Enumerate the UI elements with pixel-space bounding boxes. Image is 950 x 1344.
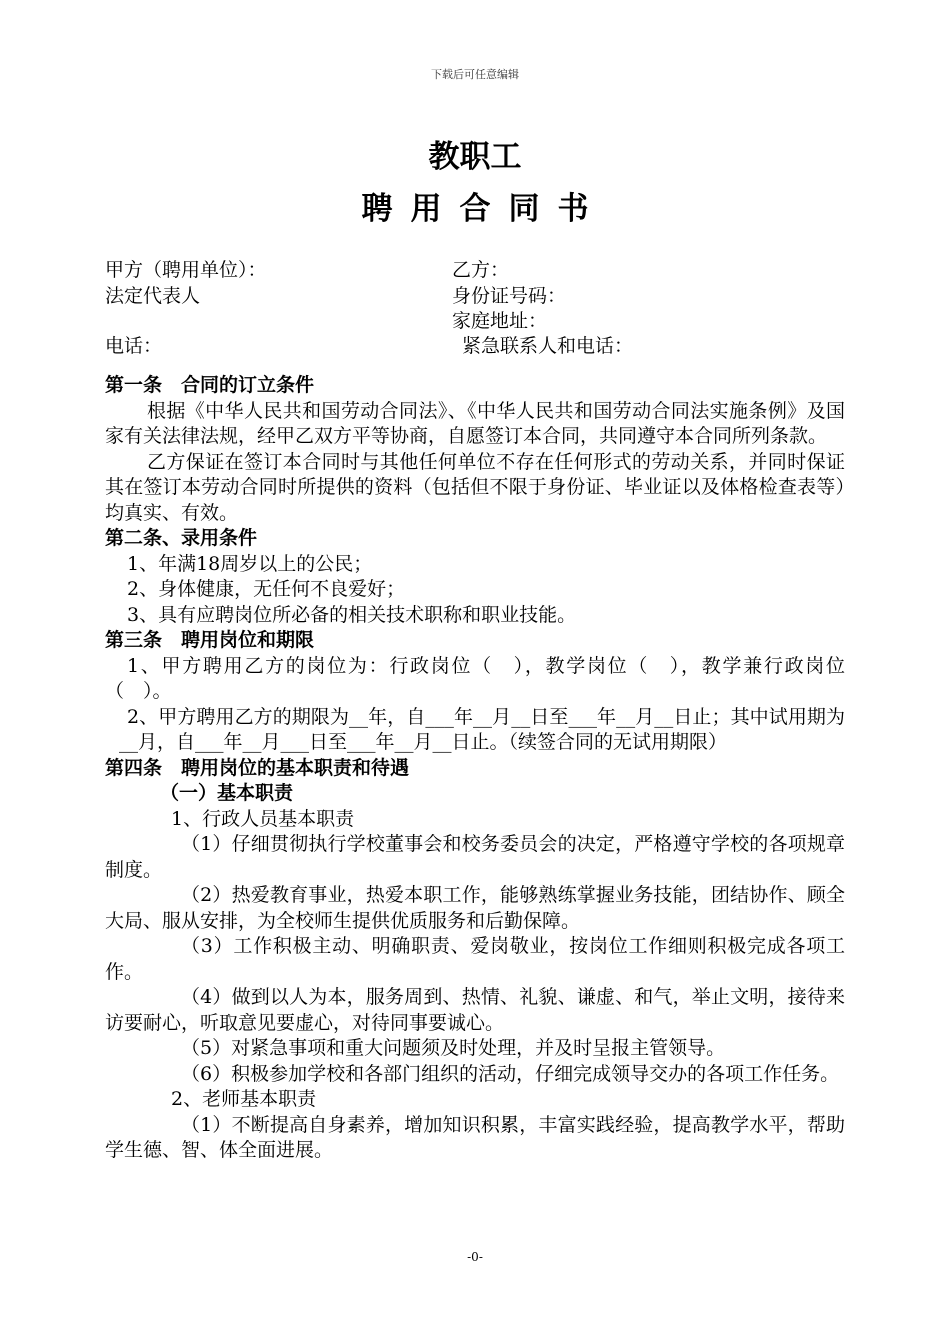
article-2-item-1: 1、年满18周岁以上的公民； [127,552,373,575]
article-4-admin-heading: 1、行政人员基本职责 [171,807,355,830]
article-4-admin-duty-3: （3）工作积极主动、明确职责、爱岗敬业，按岗位工作细则积极完成各项工作。 [105,935,845,983]
header-note: 下载后可任意编辑 [431,68,519,81]
article-3-title: 第三条 聘用岗位和期限 [105,629,315,651]
article-4-title: 第四条 聘用岗位的基本职责和待遇 [105,756,410,779]
phone-label: 电话： [105,335,163,357]
article-2-item-2: 2、身体健康，无任何不良爱好； [127,578,406,600]
article-2-item-3: 3、具有应聘岗位所必备的相关技术职称和职业技能。 [127,603,577,626]
article-4-admin-duty-5: （5）对紧急事项和重大问题须及时处理，并及时呈报主管领导。 [181,1037,726,1059]
article-1-para-1: 根据《中华人民共和国劳动合同法》、《中华人民共和国劳动合同法实施条例》及国家有关法律法规，经甲乙双方平等协商，自愿签订本合同，共同遵守本合同所列条款。 [105,399,845,447]
legal-rep-label: 法定代表人 [105,285,201,307]
contract-body [105,373,845,1164]
article-4-admin-duty-2: （2）热爱教育事业，热爱本职工作，能够熟练掌握业务技能，团结协作、顾全大局、服从安排，为全校师生提供优质服务和后勤保障。 [105,884,845,932]
title-line-2: 聘用合同书 [361,191,607,227]
emergency-contact-label: 紧急联系人和电话： [462,335,634,357]
title-line-1: 教职工 [428,139,522,175]
id-number-label: 身份证号码： [452,285,567,307]
article-4-teacher-heading: 2、老师基本职责 [171,1088,317,1110]
article-2-title: 第二条、录用条件 [105,527,258,549]
article-4-admin-duty-1: （1）仔细贯彻执行学校董事会和校务委员会的决定，严格遵守学校的各项规章制度。 [105,833,845,881]
page-number: -0- [467,1250,483,1264]
article-3-item-1: 1、甲方聘用乙方的岗位为：行政岗位（ ），教学岗位（ ），教学兼行政岗位（ ）。 [105,654,845,702]
party-a-label: 甲方（聘用单位）： [105,259,267,281]
article-1-para-2: 乙方保证在签订本合同时与其他任何单位不存在任何形式的劳动关系，并同时保证其在签订本劳动合同时所提供的资料（包括但不限于身份证、毕业证以及体格检查表等）均真实、有效。 [105,450,845,524]
article-4-teacher-duty-1: （1）不断提高自身素养，增加知识积累，丰富实践经验，提高教学水平，帮助学生德、智、体全面进展。 [105,1113,845,1161]
article-3-item-2: 2、甲方聘用乙方的期限为__年，自___年__月__日至___年__月__日止；其中试用期为__月，自___年__月___日至___年__月__日止。（续签合同的无试用期限） [119,705,845,753]
article-4-admin-duty-6: （6）积极参加学校和各部门组织的活动，仔细完成领导交办的各项工作任务。 [181,1062,840,1085]
article-4-admin-duty-4: （4）做到以人为本，服务周到、热情、礼貌、谦虚、和气，举止文明，接待来访要耐心，听取意见要虚心，对待同事要诚心。 [105,986,845,1034]
address-label: 家庭地址： [452,310,548,332]
party-b-label: 乙方： [452,259,510,281]
article-4-section-1: （一）基本职责 [160,782,294,804]
article-1-title: 第一条 合同的订立条件 [105,374,315,396]
